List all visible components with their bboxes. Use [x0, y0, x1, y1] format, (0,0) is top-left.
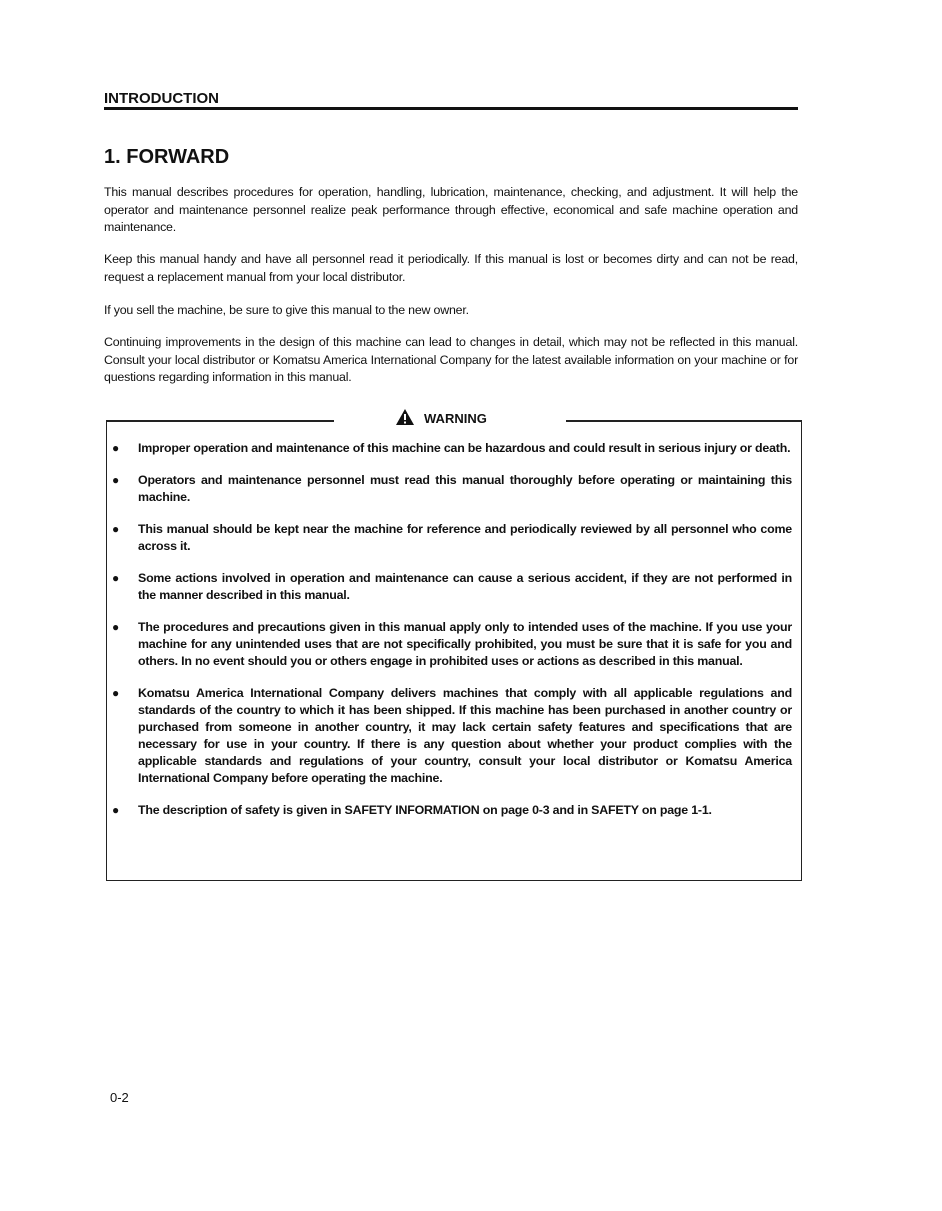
bullet-icon: ●	[112, 803, 120, 817]
paragraph-1: This manual describes procedures for operation, handling, lubrication, maintenance, checking, and adjustment. It will help the operator and maintenance personnel realize peak performance through effective, economical and safe machine operation and maintenance.	[104, 185, 798, 234]
warning-label: WARNING	[424, 411, 487, 426]
warning-item: ● The procedures and precautions given in this manual apply only to intended uses of the machine. If you use your machine for any unintended uses that are not specifically prohibited, you must be sure that it is safe for you and others. In no event should you or others engage in prohibited uses or actions as described in this manual.	[112, 620, 792, 668]
bullet-icon: ●	[112, 620, 120, 634]
warning-item: ● Komatsu America International Company delivers machines that comply with all applicable regulations and standards of the country to which it has been shipped. If this machine has been purchased in another country or purchased from someone in another country, it may lack certain safety features and specifications that are necessary for use in your country. If there is any question about whether your product complies with the applicable standards and regulations of your country, consult your local distributor or Komatsu America International Company before operating the machine.	[112, 686, 792, 785]
warning-heading	[396, 409, 487, 428]
page-number: 0-2	[110, 1090, 129, 1105]
header-rule	[104, 107, 798, 110]
warning-triangle-icon	[396, 409, 414, 428]
paragraph-3: If you sell the machine, be sure to give this manual to the new owner.	[104, 303, 469, 317]
bullet-icon: ●	[112, 441, 120, 455]
warning-list	[112, 440, 792, 834]
section-header: INTRODUCTION	[104, 90, 219, 107]
bullet-icon: ●	[112, 522, 120, 536]
warning-item: ● Improper operation and maintenance of this machine can be hazardous and could result in serious injury or death.	[112, 441, 791, 455]
bullet-icon: ●	[112, 571, 120, 585]
page-title: 1. FORWARD	[104, 146, 230, 168]
bullet-icon: ●	[112, 473, 120, 487]
warning-item: ● Operators and maintenance personnel must read this manual thoroughly before operating or maintaining this machine.	[112, 473, 792, 504]
bullet-icon: ●	[112, 686, 120, 700]
warning-item: ● This manual should be kept near the machine for reference and periodically reviewed by all personnel who come across it.	[112, 522, 792, 553]
warning-item: ● The description of safety is given in SAFETY INFORMATION on page 0-3 and in SAFETY on page 1-1.	[112, 803, 712, 817]
warning-item: ● Some actions involved in operation and maintenance can cause a serious accident, if they are not performed in the manner described in this manual.	[112, 571, 792, 602]
paragraph-4: Continuing improvements in the design of this machine can lead to changes in detail, which may not be reflected in this manual. Consult your local distributor or Komatsu America International Company for the latest available information on your machine or for questions regarding information in this manual.	[104, 335, 798, 384]
paragraph-2: Keep this manual handy and have all personnel read it periodically. If this manual is lost or becomes dirty and can not be read, request a replacement manual from your local distributor.	[104, 252, 798, 284]
